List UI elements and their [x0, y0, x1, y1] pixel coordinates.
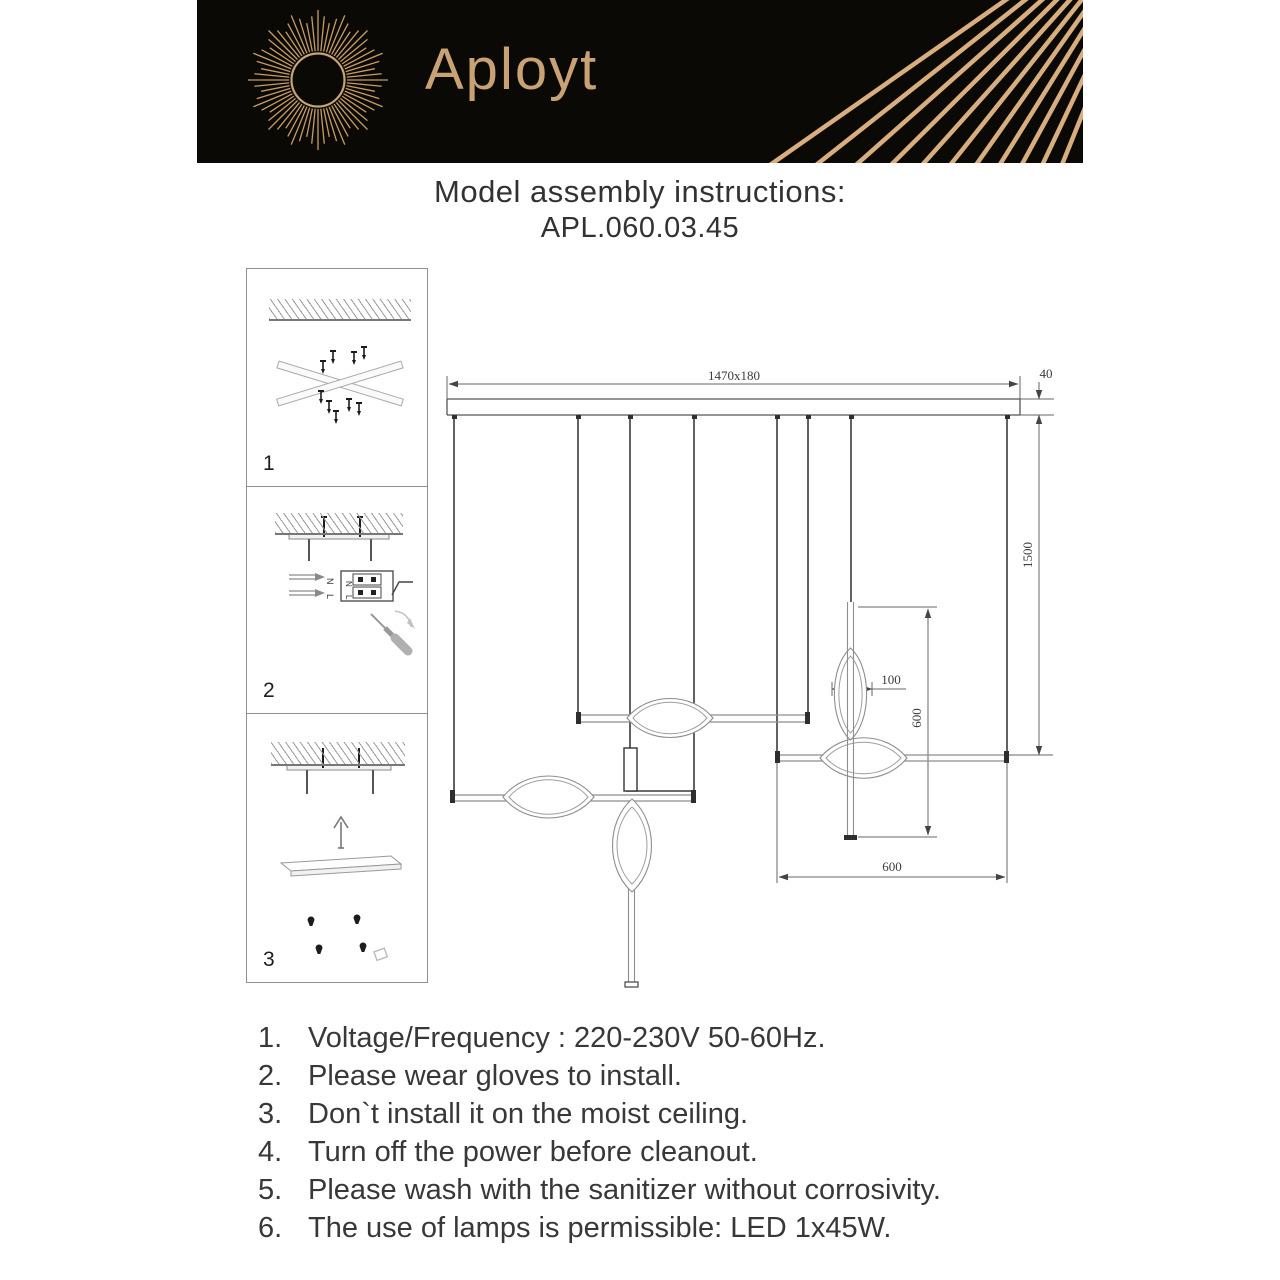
wire-arrow-icon [315, 573, 325, 581]
lamp-bar-right [775, 602, 1009, 840]
dim-bar-label: 600 [882, 859, 902, 874]
item-text: Please wash with the sanitizer without corrosivity. [308, 1174, 941, 1206]
lamp-bar-upper [576, 699, 810, 738]
ceiling-hatch [271, 742, 405, 766]
step-number: 1 [263, 452, 275, 475]
dim-rod-lines [858, 607, 937, 837]
item-text: Don`t install it on the moist ceiling. [308, 1098, 749, 1130]
item-number: 1. [258, 1022, 283, 1054]
banner-decoration [197, 0, 1083, 163]
terminal-slot [353, 574, 381, 585]
dim-drop-lines [1007, 415, 1053, 755]
item-text: Turn off the power before cleanout. [308, 1136, 758, 1168]
assembly-steps-column [246, 268, 428, 983]
corner-rays-icon [554, 0, 1083, 163]
step-number: 2 [263, 679, 275, 702]
technical-drawing [440, 360, 1070, 1010]
brand-banner [197, 0, 1083, 163]
item-number: 3. [258, 1098, 283, 1130]
screwdriver-icon [371, 611, 415, 651]
item-text: Please wear gloves to install. [308, 1060, 682, 1092]
step-2-box [246, 486, 428, 714]
item-number: 5. [258, 1174, 283, 1206]
suspension-wires [454, 415, 1007, 792]
list-item [252, 1022, 1062, 1060]
wire-n-label: N [325, 578, 335, 585]
list-item [252, 1060, 1062, 1098]
connector-icon [374, 948, 387, 960]
wire-lines [289, 575, 315, 595]
canopy-plate [281, 856, 401, 876]
lamp-bottom [613, 799, 652, 987]
step-3-box [246, 713, 428, 983]
dim-thickness-label: 40 [1039, 366, 1053, 381]
item-number: 6. [258, 1212, 283, 1244]
dim-thickness-lines [1020, 382, 1054, 415]
brand-logo-text: Aployt [425, 37, 599, 102]
terminal-screw [358, 577, 363, 582]
item-number: 2. [258, 1060, 283, 1092]
terminal-screw [358, 590, 363, 595]
driver-cylinder [624, 748, 637, 791]
step-number: 3 [263, 948, 275, 971]
wire-l-label: L [325, 594, 335, 600]
dim-leaf-label: 100 [881, 672, 901, 687]
item-text: Voltage/Frequency : 220-230V 50-60Hz. [308, 1022, 826, 1054]
terminal-slot [353, 587, 381, 598]
dim-drop-label: 1500 [1020, 542, 1035, 568]
instruction-list [252, 1022, 1062, 1250]
ceiling-hatch [269, 299, 411, 321]
terminal-screw [371, 577, 376, 582]
page-title: Model assembly instructions: [434, 174, 846, 209]
item-number: 4. [258, 1136, 283, 1168]
block-n-label: N [344, 581, 353, 587]
terminal-screw [371, 590, 376, 595]
lamp-bar-left [450, 748, 696, 818]
list-item [252, 1136, 1062, 1174]
anchor-icons [308, 915, 367, 955]
incoming-wire [392, 582, 413, 595]
list-item [252, 1098, 1062, 1136]
dim-rod-label: 600 [909, 708, 924, 728]
list-item [252, 1212, 1062, 1250]
wire-arrow-icon [315, 589, 325, 597]
dim-canopy-label: 1470x180 [708, 368, 760, 383]
ceiling-hatch [275, 513, 403, 535]
list-item [252, 1174, 1062, 1212]
model-number: APL.060.03.45 [540, 212, 740, 244]
step-1-box [246, 268, 428, 487]
up-arrow-icon [334, 817, 348, 848]
item-text: The use of lamps is permissible: LED 1x45W. [308, 1212, 892, 1244]
ceiling-canopy [447, 399, 1020, 415]
block-l-label: L [344, 595, 353, 600]
